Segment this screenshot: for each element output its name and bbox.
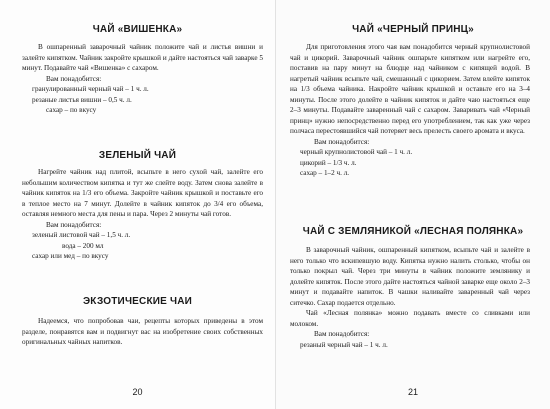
section-green-tea bbox=[22, 167, 263, 262]
section-vishenka bbox=[22, 42, 263, 116]
heading-lesnaya-polyanka: ЧАЙ С ЗЕМЛЯНИКОЙ «ЛЕСНАЯ ПОЛЯНКА» bbox=[302, 226, 524, 237]
heading-black-prince: ЧАЙ «ЧЕРНЫЙ ПРИНЦ» bbox=[352, 24, 474, 35]
paragraph: Надеемся, что попробовав чаи, рецепты которых приведены в этом разделе, понравятся вам и подвигнут вас на изобретение своих собственных оригинальных чайных напитков. bbox=[22, 317, 263, 346]
ingredient: вода – 200 мл bbox=[62, 241, 104, 250]
ingredient: черный крупнолистовой чай – 1 ч. л. bbox=[300, 148, 413, 156]
section-exotic-teas bbox=[22, 316, 263, 348]
paragraph: В заварочный чайник, ошпаренный кипятком, всыпьте чай и залейте в него только что вскипевшую воду. Кипятка нужно налить столько, чтобы он только покрыл чай. Через три минуты в чайник положите землянику и долейте кипяток. После этого дайте настояться чайной заварке еще около 2–3 минут и подавайте напиток. В чашки наливайте заваренный чай через ситечко. Сахар подается отдельно. bbox=[290, 246, 530, 307]
ingredient: цикорий – 1/3 ч. л. bbox=[300, 158, 357, 167]
section-lesnaya-polyanka bbox=[290, 245, 530, 350]
right-page bbox=[275, 0, 550, 409]
paragraph: Чай «Лесная полянка» можно подавать вместе со сливками или молоком. bbox=[290, 309, 530, 328]
ingredient: гранулированный черный чай – 1 ч. л. bbox=[32, 85, 149, 93]
ingredient: зеленый листовой чай – 1,5 ч. л. bbox=[32, 231, 131, 239]
ingredient: резаные листья вишни – 0,5 ч. л. bbox=[32, 95, 132, 104]
ingredients-label: Вам понадобится: bbox=[46, 220, 102, 229]
heading-exotic-teas: ЭКЗОТИЧЕСКИЕ ЧАИ bbox=[82, 296, 193, 307]
ingredients-label: Вам понадобится: bbox=[46, 74, 102, 83]
ingredients-label: Вам понадобится: bbox=[314, 137, 370, 146]
page-number: 20 bbox=[132, 387, 143, 397]
ingredient: сахар или мед – по вкусу bbox=[32, 252, 109, 260]
ingredient: сахар – по вкусу bbox=[46, 106, 97, 114]
paragraph: Нагрейте чайник над плитой, всыпьте в него сухой чай, залейте его небольшим количеством кипятка и тут же слейте воду. Затем снова залейте в чайник кипяток на 1/3 его объема. Закройте чайник крышкой и поставьте его в теплое место на 7 минут. Долейте в чайник кипяток до 3/4 его объема, оставляя немного места для пены и пара. Через 2 минуты чай готов. bbox=[22, 168, 263, 218]
ingredient: сахар – 1–2 ч. л. bbox=[300, 169, 350, 177]
section-black-prince bbox=[290, 42, 530, 179]
paragraph: В ошпаренный заварочный чайник положите чай и листья вишни и залейте кипятком. Чайник закройте крышкой и дайте настояться чай заварке 5 минут. Подавайте чай «Вишенка» с сахаром. bbox=[22, 43, 263, 72]
heading-vishenka: ЧАЙ «ВИШЕНКА» bbox=[92, 24, 183, 35]
heading-green-tea: ЗЕЛЕНЫЙ ЧАЙ bbox=[98, 150, 177, 161]
page-number: 21 bbox=[407, 387, 418, 397]
ingredients-label: Вам понадобится: bbox=[314, 330, 370, 338]
paragraph: Для приготовления этого чая вам понадобится черный крупнолистовой чай и цикорий. Заварочный чайник ошпарьте кипятком или нагрейте его, поставив на пару минут на блюдце над чайником с кипящей водой. В нагретый чайник всыпьте чай, смешанный с цикорием. Затем влейте кипяток на 1/3 объема чайника. Накройте чайник крышкой и оставьте его на 3–4 минуты. После этого долейте в чайник кипяток и дайте чаю настояться еще 2–3 минуты. Подавайте заваренный чай с сахаром. Заваривать чай «Черный принц» нужно непосредственно перед его употреблением, так как уже через полчаса перестоявшийся чай потеряет весь прелесть своего аромата и вкуса. bbox=[290, 43, 530, 135]
ingredient: резаный черный чай – 1 ч. л. bbox=[300, 340, 388, 349]
